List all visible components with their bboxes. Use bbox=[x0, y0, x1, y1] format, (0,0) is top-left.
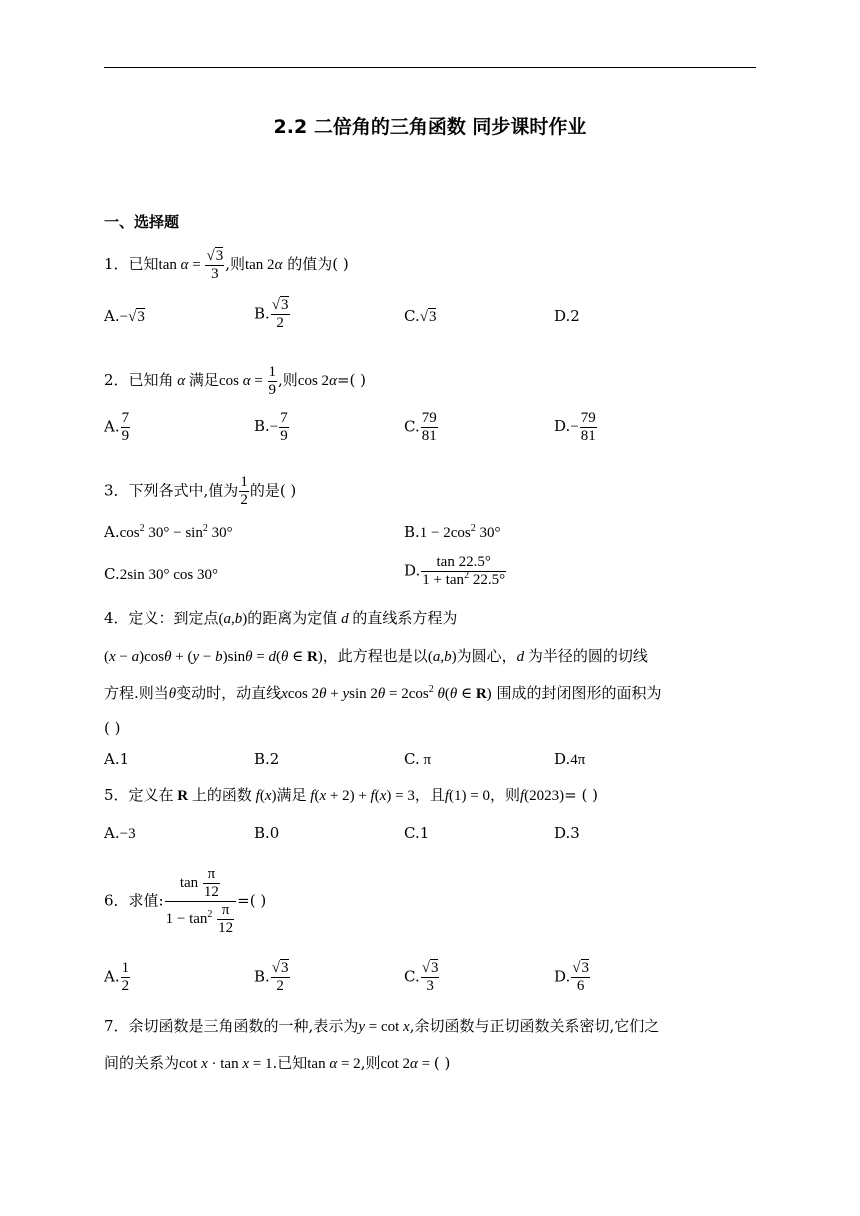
page-title: 2.2 二倍角的三角函数 同步课时作业 bbox=[273, 116, 587, 138]
math-expr: R bbox=[173, 788, 192, 804]
question-5-text: 满足 bbox=[276, 786, 307, 804]
option-c[interactable] bbox=[104, 564, 218, 585]
option-c[interactable] bbox=[404, 306, 436, 327]
option-label: D. bbox=[554, 750, 571, 768]
question-7-line-1 bbox=[104, 1016, 659, 1037]
math-expr: (a,b) bbox=[427, 649, 457, 665]
question-1-mid: ,则 bbox=[225, 254, 245, 273]
question-7-text: 7．余切函数是三角函数的一种,表示为 bbox=[104, 1017, 359, 1035]
question-5-text: ，则 bbox=[489, 786, 520, 804]
question-4-text: 方程.则当 bbox=[104, 684, 169, 702]
option-a[interactable]: A.1 bbox=[104, 750, 130, 768]
math-expr: $\frac{7}{9}$ bbox=[121, 410, 130, 444]
option-a[interactable] bbox=[104, 823, 136, 844]
math-expr: cos 2α bbox=[297, 372, 337, 389]
math-expr: f(2023) bbox=[520, 788, 565, 804]
question-3 bbox=[104, 474, 296, 509]
option-label: C. bbox=[404, 967, 420, 986]
math-expr: 4π bbox=[570, 752, 586, 768]
math-expr: d bbox=[337, 611, 353, 627]
math-expr: $\frac{√3}{2}$ bbox=[271, 960, 289, 994]
question-2 bbox=[104, 364, 366, 399]
math-expr: (x − a)cosθ + (y − b)sinθ = d(θ ∈ R) bbox=[104, 649, 323, 665]
option-a[interactable] bbox=[104, 960, 131, 995]
math-expr: cot x · tan x = 1 bbox=[179, 1056, 273, 1072]
option-label: C. bbox=[404, 307, 420, 325]
option-label: D. bbox=[554, 416, 571, 435]
question-4-line-1 bbox=[104, 608, 457, 629]
option-label: A. bbox=[104, 307, 120, 325]
math-expr: −3 bbox=[119, 826, 136, 842]
math-expr: $\frac{1}{2}$ bbox=[121, 960, 130, 994]
math-expr: $\frac{79}{81}$ bbox=[421, 410, 437, 444]
option-d[interactable]: D.2 bbox=[554, 307, 580, 325]
question-7-text: ,余切函数与正切函数关系密切,它们之 bbox=[409, 1017, 660, 1035]
question-6-stem: 6．求值: bbox=[104, 891, 164, 910]
math-expr: $\frac{√3}{6}$ bbox=[572, 960, 589, 994]
option-b[interactable] bbox=[254, 297, 291, 332]
math-expr: f(1) = 0 bbox=[444, 788, 490, 804]
option-label: C. bbox=[404, 417, 420, 436]
option-d[interactable]: D.3 bbox=[554, 824, 580, 842]
option-label: A. bbox=[104, 967, 120, 986]
question-3-end: 的是( ) bbox=[249, 481, 297, 500]
question-2-mid: 满足 bbox=[188, 370, 219, 389]
math-expr: −√3 bbox=[119, 309, 145, 325]
math-expr: $1 - 2\cos^2$ 30° bbox=[419, 523, 501, 541]
option-c[interactable] bbox=[404, 410, 439, 445]
math-expr: θ bbox=[168, 686, 177, 702]
option-d[interactable] bbox=[554, 960, 591, 995]
math-expr: d bbox=[516, 649, 528, 665]
question-3-stem: 3．下列各式中,值为 bbox=[104, 481, 239, 500]
question-7-line-2 bbox=[104, 1053, 450, 1074]
question-5-text: ，且 bbox=[414, 786, 445, 804]
option-b[interactable] bbox=[404, 522, 501, 543]
option-label: D. bbox=[404, 561, 421, 580]
math-expr: π bbox=[419, 752, 432, 768]
math-expr: − $\frac{7}{9}$ bbox=[269, 410, 288, 444]
option-a[interactable] bbox=[104, 306, 145, 327]
option-b[interactable] bbox=[254, 410, 290, 445]
question-5-stem: 5．定义在 bbox=[104, 786, 174, 804]
option-label: A. bbox=[104, 824, 120, 842]
option-label: A. bbox=[104, 417, 120, 436]
option-label: A. bbox=[104, 523, 120, 541]
question-2-stem: 2．已知角 bbox=[104, 370, 174, 389]
option-b[interactable]: B.0 bbox=[254, 824, 280, 842]
question-6-end: =( ) bbox=[237, 891, 267, 910]
option-a[interactable] bbox=[104, 410, 131, 445]
section-heading: 一、选择题 bbox=[104, 213, 180, 231]
option-b[interactable]: B.2 bbox=[254, 750, 280, 768]
question-4-line-3 bbox=[104, 683, 661, 704]
math-expr: 2sin 30° cos 30° bbox=[119, 567, 218, 583]
math-expr: y = cot x bbox=[358, 1019, 410, 1035]
question-4-paren: ( ) bbox=[104, 719, 121, 737]
option-d[interactable] bbox=[554, 410, 598, 445]
question-7-text: .已知 bbox=[272, 1054, 308, 1072]
question-5 bbox=[104, 785, 598, 806]
question-7-end: ( ) bbox=[433, 1054, 451, 1072]
math-expr: cos α = $\frac{1}{9}$ bbox=[218, 364, 277, 398]
header-rule bbox=[104, 67, 756, 68]
option-label: B. bbox=[404, 523, 420, 541]
option-label: C. bbox=[404, 750, 420, 768]
option-c[interactable] bbox=[404, 749, 431, 770]
option-a[interactable] bbox=[104, 522, 233, 543]
option-label: D. bbox=[554, 967, 571, 986]
math-expr: $\frac{\tan 22.5^\circ}{1 + \tan^2 22.5^\circ}$ bbox=[422, 554, 506, 588]
option-d[interactable] bbox=[404, 554, 507, 589]
question-2-end: =( ) bbox=[336, 370, 366, 389]
math-expr: α bbox=[173, 372, 189, 389]
option-c[interactable] bbox=[404, 960, 440, 995]
math-expr: cot 2α = bbox=[380, 1056, 434, 1072]
question-4-text: 为圆心， bbox=[456, 647, 517, 665]
question-7-text: 间的关系为 bbox=[104, 1054, 180, 1072]
option-b[interactable] bbox=[254, 960, 291, 995]
question-4-text: 为半径的圆的切线 bbox=[527, 647, 648, 665]
question-4-text: ，此方程也是以 bbox=[322, 647, 428, 665]
question-2-mid2: ,则 bbox=[278, 370, 298, 389]
math-expr: tan 2α bbox=[244, 256, 283, 273]
math-expr: f(x + 2) + f(x) = 3 bbox=[310, 788, 415, 804]
option-label: B. bbox=[254, 967, 270, 986]
math-expr: tan α = $\frac{√3}{3}$ bbox=[158, 248, 224, 282]
math-expr: f(x) bbox=[255, 788, 277, 804]
math-expr: √3 bbox=[419, 309, 437, 325]
math-expr: (a,b) bbox=[218, 611, 248, 627]
math-expr: $\frac{1}{2}$ bbox=[240, 474, 248, 508]
question-7-text: ,则 bbox=[360, 1054, 381, 1072]
math-expr: xcos 2θ + ysin $2\theta = 2\cos^2$ θ(θ ∈ R) bbox=[281, 684, 492, 702]
math-expr: $\frac{√3}{3}$ bbox=[421, 960, 439, 994]
question-4-text: 围成的封闭图形的面积为 bbox=[496, 684, 662, 702]
question-4-text: 变动时，动直线 bbox=[176, 684, 282, 702]
question-1 bbox=[104, 248, 349, 283]
question-5-text: 上的函数 bbox=[191, 786, 252, 804]
math-expr: $\frac{√3}{2}$ bbox=[271, 297, 289, 331]
question-1-stem: 1．已知 bbox=[104, 254, 159, 273]
math-expr: $\cos^2 30^\circ - \sin^2 30^\circ$ bbox=[119, 523, 233, 541]
option-label: C. bbox=[104, 565, 120, 583]
option-c[interactable]: C.1 bbox=[404, 824, 430, 842]
math-expr: tan $\frac{\pi}{12}$ $1 - \tan^2$ $\frac{\pi}{12}$ bbox=[165, 866, 237, 937]
option-label: B. bbox=[254, 304, 270, 323]
question-4-text: 的距离为定值 bbox=[247, 609, 338, 627]
option-d[interactable] bbox=[554, 749, 585, 770]
question-5-end: = ( ) bbox=[564, 786, 598, 804]
question-6 bbox=[104, 866, 266, 937]
question-4-line-2 bbox=[104, 646, 648, 667]
math-expr: tan α = 2 bbox=[307, 1056, 361, 1072]
question-4-text: 的直线系方程为 bbox=[352, 609, 458, 627]
question-1-end: 的值为( ) bbox=[287, 254, 349, 273]
question-4-stem: 4．定义：到定点 bbox=[104, 609, 219, 627]
math-expr: − $\frac{79}{81}$ bbox=[570, 410, 596, 444]
option-label: B. bbox=[254, 416, 270, 435]
